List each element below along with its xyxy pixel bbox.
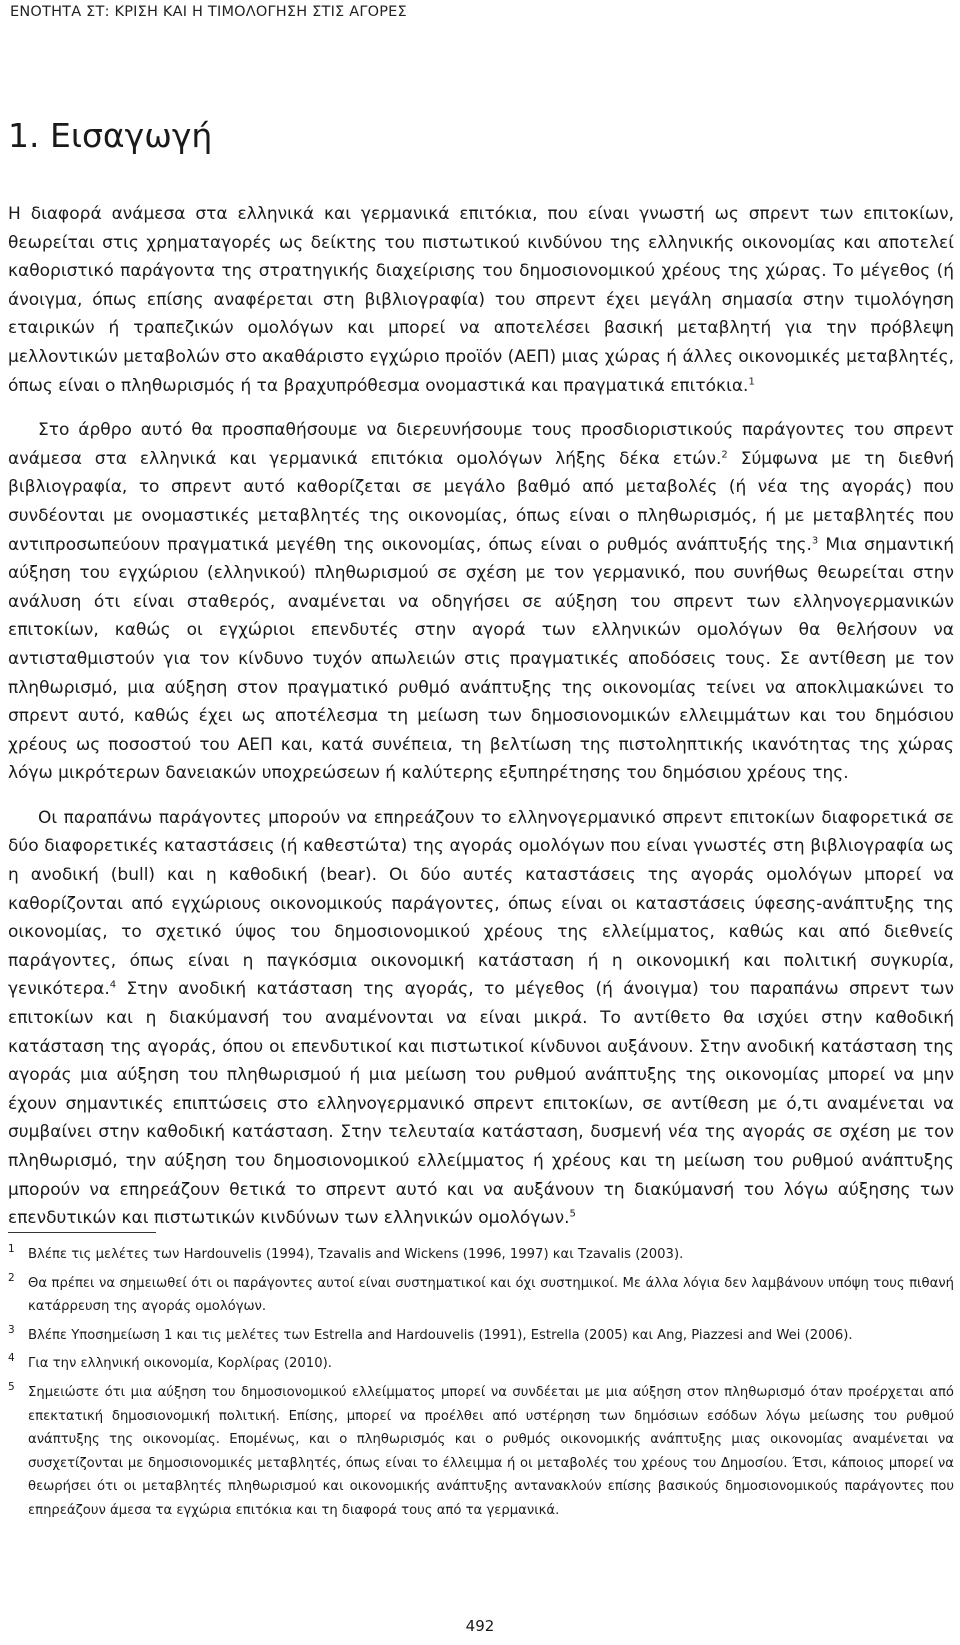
footnote-5 [8, 1381, 954, 1523]
footnote-1 [8, 1243, 954, 1267]
section-title: 1. Εισαγωγή [8, 116, 213, 155]
footnote-4 [8, 1352, 954, 1376]
paragraph-1 [8, 200, 954, 400]
footnote-ref-5[interactable]: 5 [569, 1208, 576, 1220]
footnote-ref-1[interactable]: 1 [748, 375, 755, 387]
paragraph-text: Η διαφορά ανάμεσα στα ελληνικά και γερμανικά επιτόκια, που είναι γνωστή ως σπρεντ των επιτοκίων, θεωρείται στις χρηματαγορές ως δείκτης του πιστωτικού κινδύνου της ελληνικής οικονομίας και αποτελεί καθοριστικό παράγοντα της στρατηγικής διαχείρισης του δημοσιονομικού χρέους της χώρας. Το μέγεθος (ή άνοιγμα, όπως επίσης αναφέρεται στη βιβλιογραφία) του σπρεντ έχει μεγάλη σημασία στην τιμολόγηση εταιρικών ή τραπεζικών ομολόγων και μπορεί να αποτελέσει βασική μεταβλητή για την πρόβλεψη μελλοντικών μεταβολών στο ακαθάριστο εγχώριο προϊόν (ΑΕΠ) μιας χώρας ή άλλες οικονομικές μεταβλητές, όπως είναι ο πληθωρισμός ή τα βραχυπρόθεσμα ονομαστικά και πραγματικά επιτόκια. [8, 204, 954, 396]
paragraph-text: Στο άρθρο αυτό θα προσπαθήσουμε να διερευνήσουμε τους προσδιοριστικούς παράγοντες του σπρεντ ανάμεσα στα ελληνικά και γερμανικά επιτόκια ομολόγων λήξης δέκα ετών. [8, 420, 954, 469]
footnote-number: 3 [8, 1323, 15, 1336]
paragraph-2 [8, 416, 954, 788]
footnote-text: Βλέπε Υποσημείωση 1 και τις μελέτες των Estrella and Hardouvelis (1991), Estrella (2005) και Ang, Piazzesi and Wei (2006). [28, 1327, 853, 1343]
footnote-ref-4[interactable]: 4 [109, 979, 117, 991]
footnote-separator [8, 1232, 156, 1233]
footnote-ref-3[interactable]: 3 [811, 534, 819, 546]
paragraph-text: Στην ανοδική κατάσταση της αγοράς, το μέγεθος (ή άνοιγμα) του παραπάνω σπρεντ των επιτοκίων και η διακύμανσή του αναμένονται να είναι μικρά. Το αντίθετο θα ισχύει στην καθοδική κατάσταση της αγοράς, όπου οι επενδυτικοί και πιστωτικοί κίνδυνοι αυξάνουν. Στην ανοδική κατάσταση της αγοράς μια αύξηση του πληθωρισμού ή μια μείωση του ρυθμού ανάπτυξης της οικονομίας μπορεί να μην έχουν σημαντικές επιπτώσεις στο ελληνογερμανικό σπρεντ επιτοκίων, σε αντίθεση με ό,τι αναμένεται να συμβαίνει στην καθοδική κατάσταση. Στην τελευταία κατάσταση, δυσμενή νέα της αγοράς σε σχέση με τον πληθωρισμό, την αύξηση του δημοσιονομικού ελλείμματος ή χρέους και τη μείωση του ρυθμού ανάπτυξης μπορούν να επηρεάζουν θετικά το σπρεντ αυτό και να αυξάνουν τη διακύμανσή του λόγω αύξησης των επενδυτικών και πιστωτικών κινδύνων των ελληνικών ομολόγων. [8, 979, 954, 1229]
footnote-number: 2 [8, 1271, 15, 1284]
footnote-text: Για την ελληνική οικονομία, Κορλίρας (2010). [28, 1356, 332, 1372]
footnote-2 [8, 1272, 954, 1319]
page-number: 492 [465, 1617, 495, 1635]
footnote-text: Βλέπε τις μελέτες των Hardouvelis (1994), Tzavalis and Wickens (1996, 1997) και Tzavalis (2003). [28, 1247, 684, 1262]
footnote-number: 5 [8, 1380, 15, 1393]
footnote-number: 4 [8, 1352, 15, 1365]
paragraph-text: Οι παραπάνω παράγοντες μπορούν να επηρεάζουν το ελληνογερμανικό σπρεντ επιτοκίων διαφορετικά σε δύο διαφορετικές καταστάσεις (ή καθεστώτα) της αγοράς ομολόγων που είναι γνωστές στη βιβλιογραφία ως η ανοδική (bull) και η καθοδική (bear). Οι δύο αυτές καταστάσεις της αγοράς ομολόγων μπορεί να καθορίζονται από εγχώριους οικονομικούς παράγοντες, όπως είναι οι καταστάσεις ύφεσης-ανάπτυξης της οικονομίας, το σχετικό ύψος του δημοσιονομικού χρέους της ελλείμματος, καθώς και από διεθνείς παράγοντες, όπως είναι η παγκόσμια οικονομική κατάσταση ή η οικονομική και πολιτική συγκυρία, γενικότερα. [8, 807, 954, 1000]
paragraph-3 [8, 804, 954, 1233]
footnote-text: Σημειώστε ότι μια αύξηση του δημοσιονομικού ελλείμματος μπορεί να συνδέεται με μια αύξηση στον πληθωρισμό όταν προέρχεται από επεκτατική δημοσιονομική πολιτική. Επίσης, μπορεί να προέλθει από υστέρηση των δημόσιων εσόδων λόγω μείωσης του ρυθμού ανάπτυξης της οικονομίας. Επομένως, και ο πληθωρισμός και ο ρυθμός οικονομικής ανάπτυξης μιας οικονομίας αναμένεται να συσχετίζονται με δημοσιονομικές μεταβλητές, όπως είναι το έλλειμμα ή οι μεταβολές του χρέους του Δημοσίου. Έτσι, κάποιος μπορεί να θεωρήσει ότι οι μεταβλητές πληθωρισμού και οικονομικής ανάπτυξης αντανακλούν επίσης βασικούς δημοσιονομικούς παράγοντες που επηρεάζουν άμεσα τα εγχώρια επιτόκια και τη διαφορά τους από τα γερμανικά. [28, 1384, 954, 1518]
footnote-text: Θα πρέπει να σημειωθεί ότι οι παράγοντες αυτοί είναι συστηματικοί και όχι συστημικοί. Με άλλα λόγια δεν λαμβάνουν υπόψη τους πιθανή κατάρρευση της αγοράς ομολόγων. [28, 1275, 954, 1315]
paragraph-text: Μια σημαντική αύξηση του εγχώριου (ελληνικού) πληθωρισμού σε σχέση με τον γερμανικό, που συνήθως θεωρείται στην ανάλυση ότι είναι σταθερός, αναμένεται να οδηγήσει σε αύξηση του σπρεντ των ελληνογερμανικών επιτοκίων, καθώς οι εγχώριοι επενδυτές στην αγορά των ελληνικών ομολόγων θα θελήσουν να αντισταθμιστούν για τον κίνδυνο τυχόν απωλειών στις πραγματικές αποδόσεις τους. Σε αντίθεση με τον πληθωρισμό, μια αύξηση στον πραγματικό ρυθμό ανάπτυξης της οικονομίας τείνει να αποκλιμακώνει το σπρεντ αυτό, καθώς έχει ως αποτέλεσμα τη μείωση των δημοσιονομικών ελλειμμάτων και του δημόσιου χρέους ως ποσοστού του ΑΕΠ και, κατά συνέπεια, τη βελτίωση της πιστοληπτικής ικανότητας της χώρας λόγω μικρότερων δανειακών υποχρεώσεων ή καλύτερης εξυπηρέτησης του δημόσιου χρέους της. [8, 534, 954, 784]
footnote-number: 1 [8, 1243, 15, 1255]
paragraph-text: Σύμφωνα με τη διεθνή βιβλιογραφία, το σπρεντ αυτό καθορίζεται σε μεγάλο βαθμό από μεταβολές (ή νέα της αγοράς) που συνδέονται με ονομαστικές μεταβλητές της οικονομίας, όπως είναι ο πληθωρισμός, ή με μεταβλητές που αντιπροσωπεύουν πραγματικά μεγέθη της οικονομίας, όπως είναι ο ρυθμός ανάπτυξής της. [8, 448, 954, 555]
running-head: ΕΝΟΤΗΤΑ ΣΤ: ΚΡΙΣΗ ΚΑΙ Η ΤΙΜΟΛΟΓΗΣΗ ΣΤΙΣ ΑΓΟΡΕΣ [10, 4, 407, 20]
body-text [8, 200, 954, 1233]
footnote-3 [8, 1324, 954, 1348]
footnote-ref-2[interactable]: 2 [721, 449, 728, 461]
footnotes [8, 1243, 954, 1528]
